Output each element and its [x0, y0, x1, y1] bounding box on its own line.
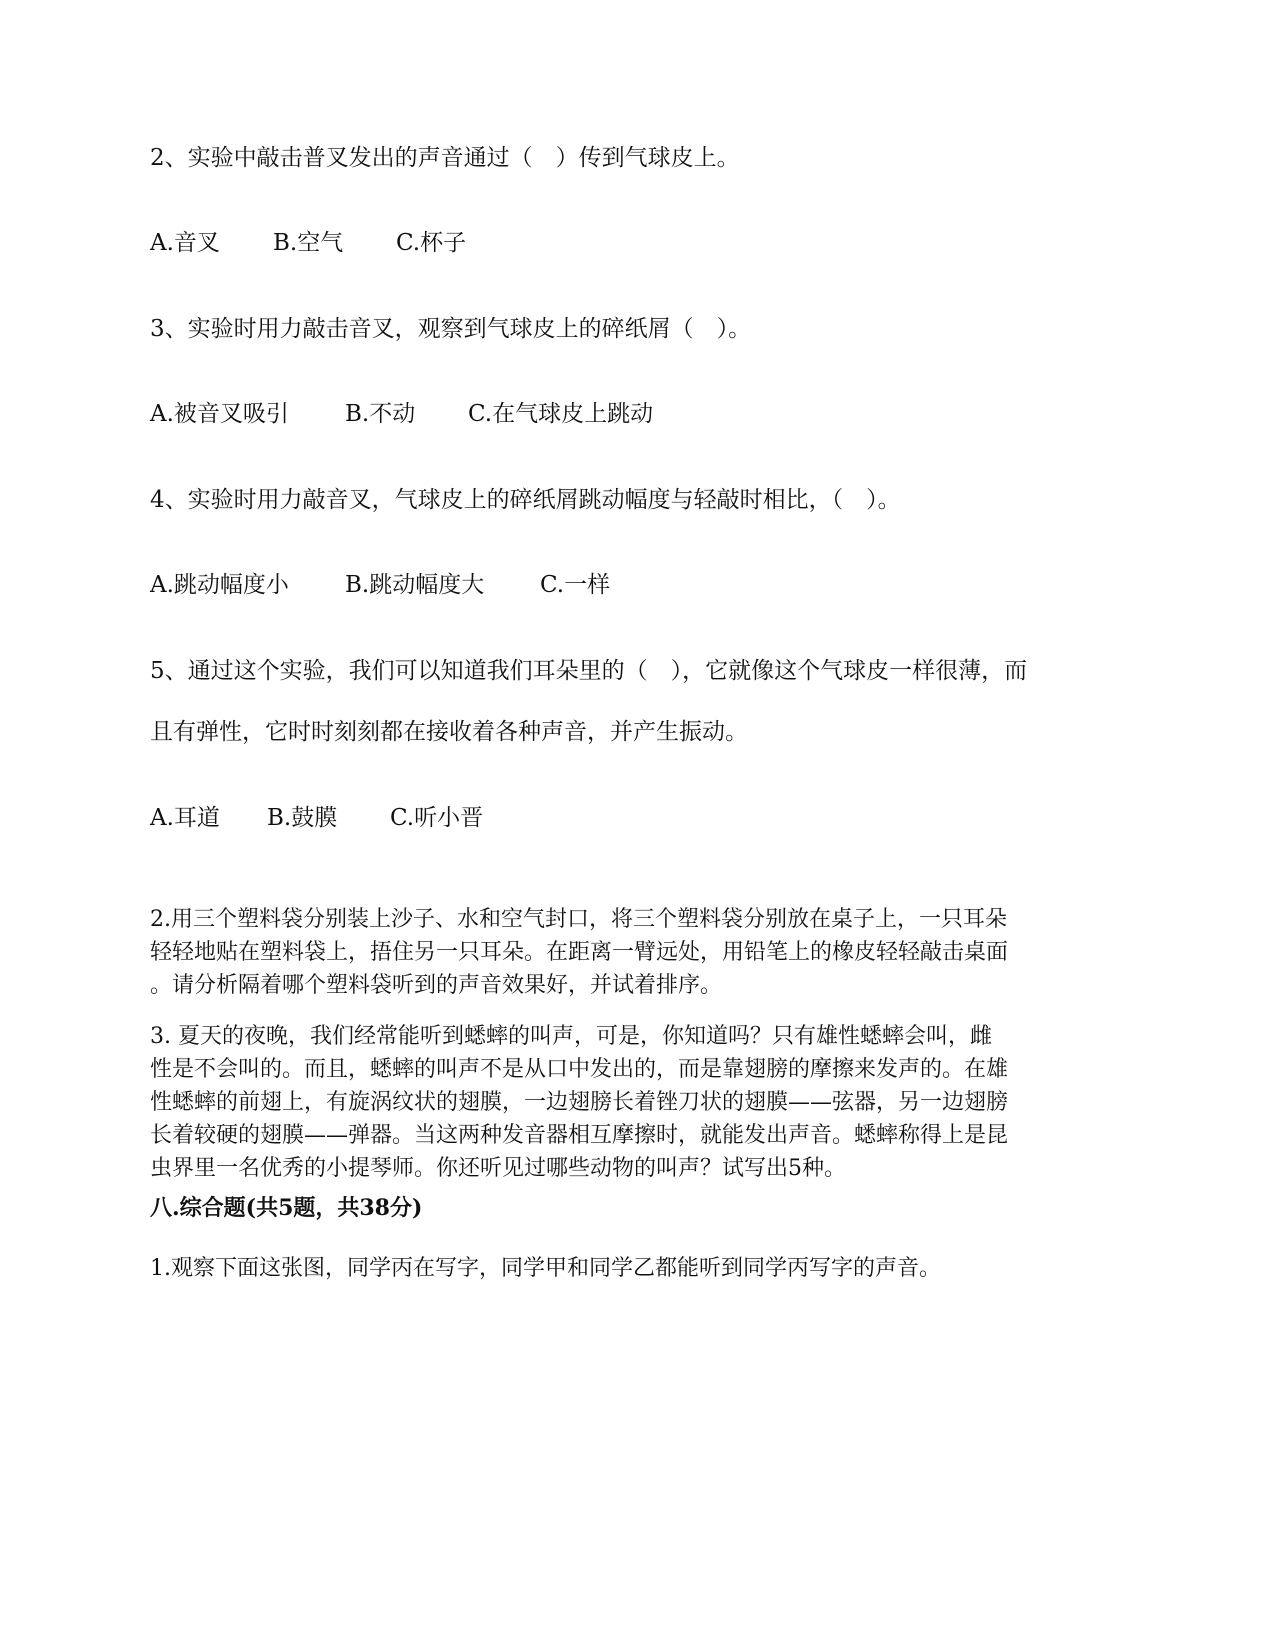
option-a: A.被音叉吸引	[150, 401, 289, 427]
question-2-options	[150, 228, 466, 258]
paragraph-line: 。请分析隔着哪个塑料袋听到的声音效果好，并试着排序。	[150, 973, 723, 998]
option-c: C.一样	[540, 572, 611, 598]
paragraph-line: 长着较硬的翅膜——弹器。当这两种发音器相互摩擦时，就能发出声音。蟋蟀称得上是昆	[150, 1123, 1009, 1148]
question-5-stem-line-2: 且有弹性，它时时刻刻都在接收着各种声音，并产生振动。	[150, 719, 748, 745]
paragraph-line: 2.用三个塑料袋分别装上沙子、水和空气封口，将三个塑料袋分别放在桌子上，一只耳朵	[150, 907, 1007, 932]
question-2-stem: 2、实验中敲击普叉发出的声音通过（ ）传到气球皮上。	[150, 145, 740, 171]
option-c: C.杯子	[396, 230, 467, 256]
option-c: C.听小晋	[390, 805, 484, 831]
question-3-options	[150, 399, 653, 429]
section-heading: 八.综合题(共5题，共38分)	[150, 1195, 423, 1221]
cricket-question	[150, 1020, 1130, 1185]
option-b: B.跳动幅度大	[345, 572, 485, 598]
paragraph-line: 性是不会叫的。而且，蟋蟀的叫声不是从口中发出的，而是靠翅膀的摩擦来发声的。在雄	[150, 1057, 1009, 1082]
option-a: A.跳动幅度小	[150, 572, 289, 598]
paragraph-line: 虫界里一名优秀的小提琴师。你还听见过哪些动物的叫声？试写出5种。	[150, 1156, 846, 1181]
paragraph-line: 性蟋蟀的前翅上，有旋涡纹状的翅膜，一边翅膀长着锉刀状的翅膜——弦器，另一边翅膀	[150, 1090, 1009, 1115]
plastic-bag-question	[150, 903, 1130, 1002]
question-5-stem-line-1: 5、通过这个实验，我们可以知道我们耳朵里的（ ），它就像这个气球皮一样很薄，而	[150, 658, 1028, 684]
comprehensive-question-1: 1.观察下面这张图，同学丙在写字，同学甲和同学乙都能听到同学丙写字的声音。	[150, 1256, 941, 1281]
question-3-stem: 3、实验时用力敲击音叉，观察到气球皮上的碎纸屑（ ）。	[150, 316, 752, 342]
option-b: B.鼓膜	[267, 805, 338, 831]
option-b: B.空气	[273, 230, 344, 256]
option-b: B.不动	[345, 401, 416, 427]
paragraph-line: 3. 夏天的夜晚，我们经常能听到蟋蟀的叫声，可是，你知道吗？只有雄性蟋蟀会叫，雌	[150, 1024, 992, 1049]
question-4-stem: 4、实验时用力敲音叉，气球皮上的碎纸屑跳动幅度与轻敲时相比，（ ）。	[150, 487, 901, 513]
option-a: A.耳道	[150, 805, 220, 831]
question-4-options	[150, 570, 610, 600]
option-c: C.在气球皮上跳动	[468, 401, 654, 427]
paragraph-line: 轻轻地贴在塑料袋上，捂住另一只耳朵。在距离一臂远处，用铅笔上的橡皮轻轻敲击桌面	[150, 940, 1009, 965]
option-a: A.音叉	[150, 230, 220, 256]
question-5-options	[150, 803, 483, 833]
